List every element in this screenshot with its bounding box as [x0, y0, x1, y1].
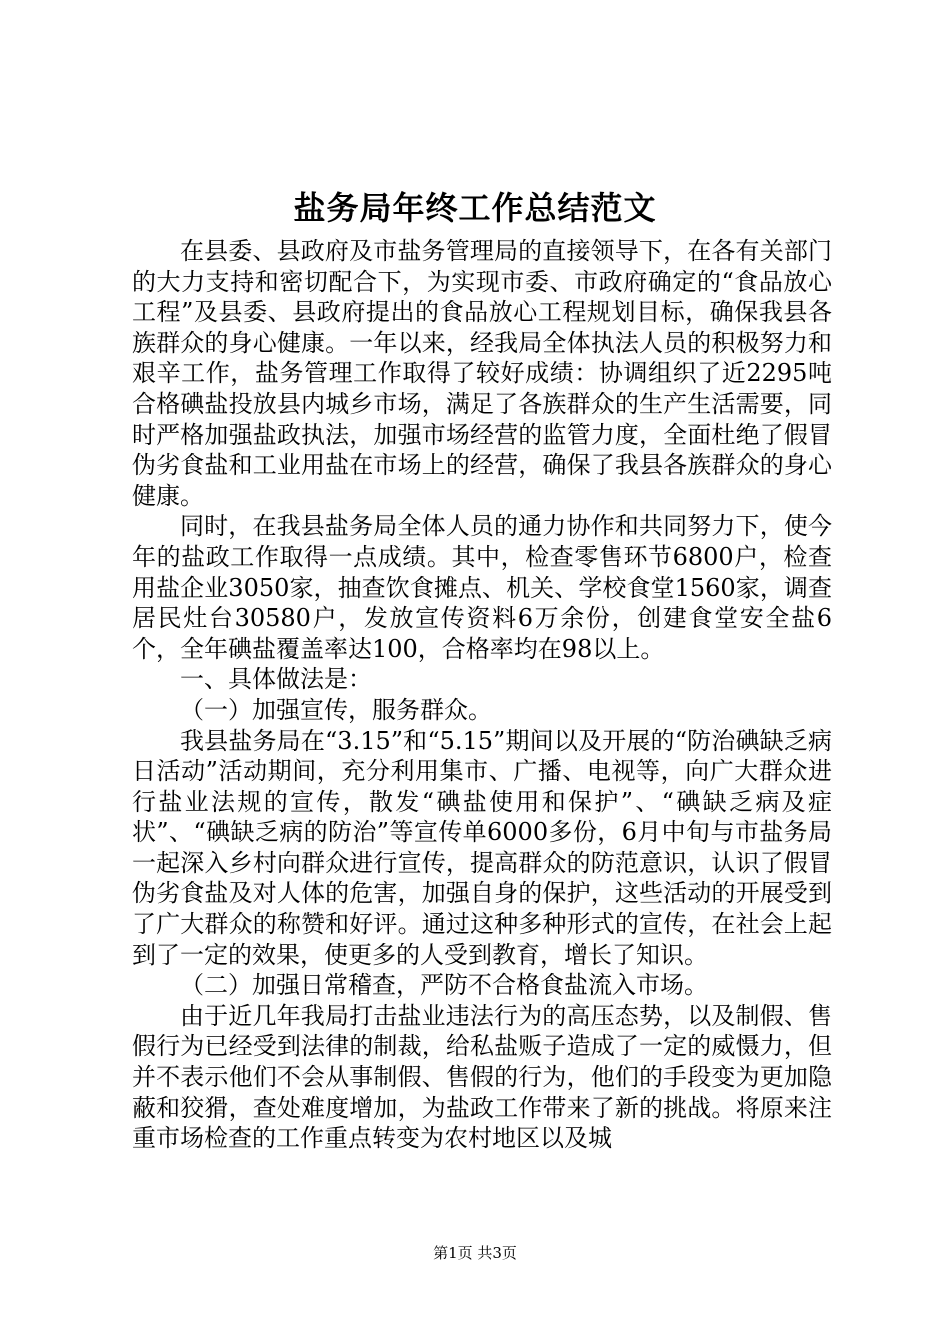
page-number-footer: 第1页 共3页	[433, 1244, 517, 1262]
section-heading-methods: 一、具体做法是：	[180, 665, 372, 694]
subsection-heading-publicity: （一）加强宣传，服务群众。	[180, 695, 492, 724]
paragraph-results: 同时，在我县盐务局全体人员的通力协作和共同努力下，使今年的盐政工作取得一点成绩。其中，检查零售环节6800户，检查用盐企业3050家，抽查饮食摊点、机关、学校食堂1560家，调查居民灶台30580户，发放宣传资料6万余份，创建食堂安全盐6个，全年碘盐覆盖率达100，合格率均在98以上。	[132, 512, 832, 663]
subsection-heading-inspection: （二）加强日常稽查，严防不合格食盐流入市场。	[180, 971, 708, 1000]
document-body	[132, 236, 832, 1154]
document-title: 盐务局年终工作总结范文	[293, 189, 657, 227]
paragraph-inspection: 由于近几年我局打击盐业违法行为的高压态势，以及制假、售假行为已经受到法律的制裁，给私盐贩子造成了一定的威慑力，但并不表示他们不会从事制假、售假的行为，他们的手段变为更加隐蔽和狡猾，查处难度增加，为盐政工作带来了新的挑战。将原来注重市场检查的工作重点转变为农村地区以及城	[132, 1001, 832, 1153]
paragraph-intro: 在县委、县政府及市盐务管理局的直接领导下，在各有关部门的大力支持和密切配合下，为实现市委、市政府确定的“食品放心工程”及县委、县政府提出的食品放心工程规划目标，确保我县各族群众的身心健康。一年以来，经我局全体执法人员的积极努力和艰辛工作，盐务管理工作取得了较好成绩：协调组织了近2295吨合格碘盐投放县内城乡市场，满足了各族群众的生产生活需要，同时严格加强盐政执法，加强市场经营的监管力度，全面杜绝了假冒伪劣食盐和工业用盐在市场上的经营，确保了我县各族群众的身心健康。	[132, 237, 832, 510]
paragraph-publicity: 我县盐务局在“3.15”和“5.15”期间以及开展的“防治碘缺乏病日活动”活动期间，充分利用集市、广播、电视等，向广大群众进行盐业法规的宣传，散发“碘盐使用和保护”、“碘缺乏病及症状”、“碘缺乏病的防治”等宣传单6000多份，6月中旬与市盐务局一起深入乡村向群众进行宣传，提高群众的防范意识，认识了假冒伪劣食盐及对人体的危害，加强自身的保护，这些活动的开展受到了广大群众的称赞和好评。通过这种多种形式的宣传，在社会上起到了一定的效果，使更多的人受到教育，增长了知识。	[132, 726, 832, 969]
